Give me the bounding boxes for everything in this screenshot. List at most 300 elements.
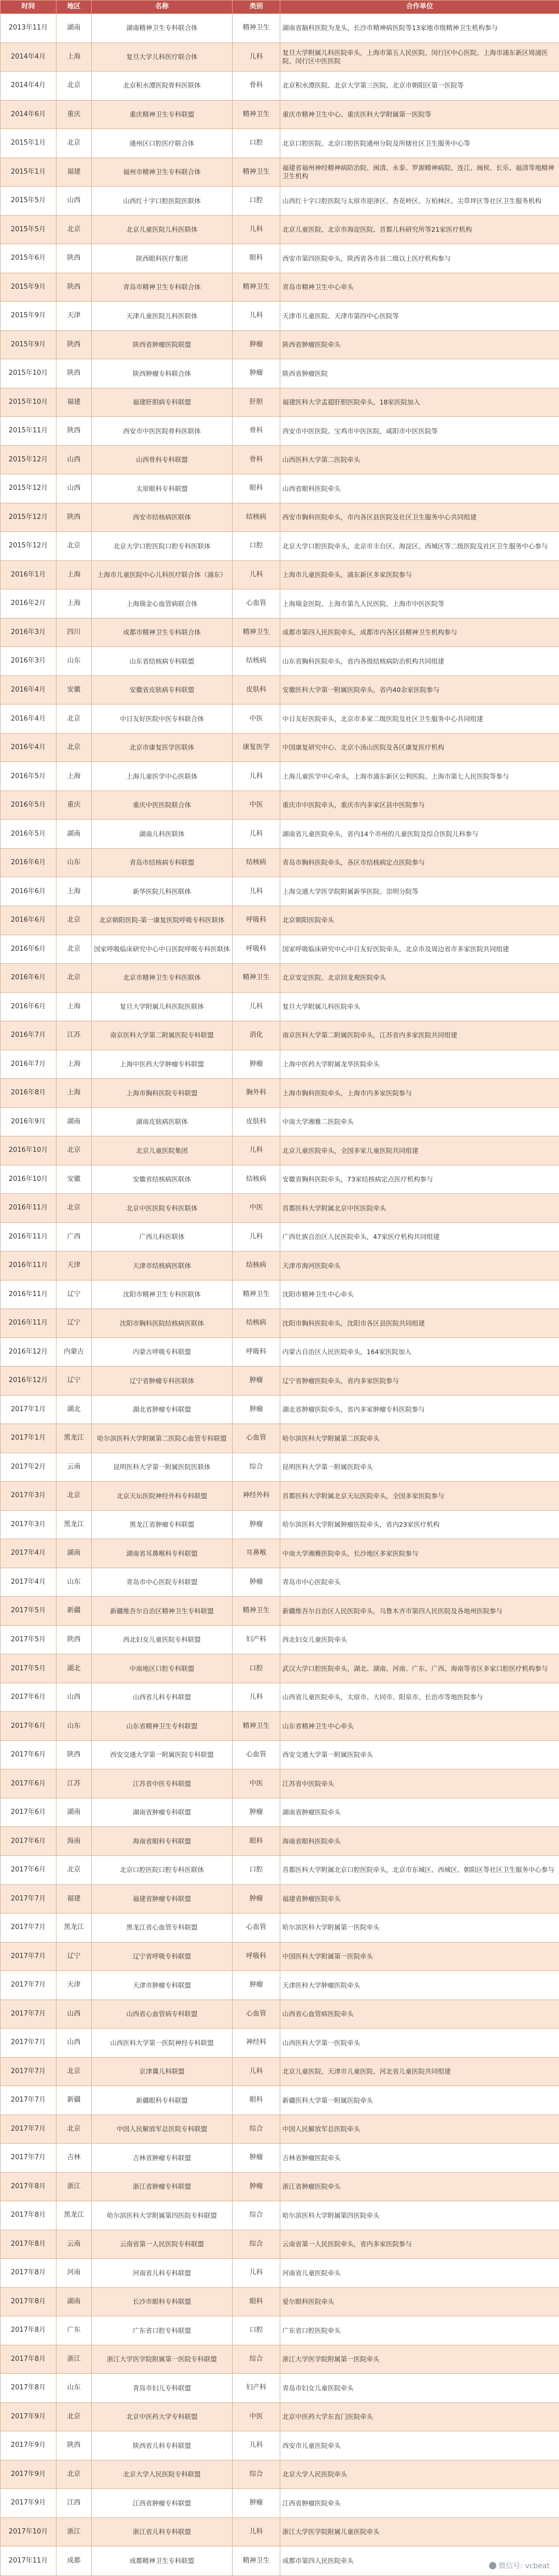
cell-name: 湖南儿科医联体 (92, 820, 233, 849)
cell-partners: 复旦大学附属儿科医院牵头 (280, 992, 559, 1021)
cell-category: 精神卫生 (233, 2546, 280, 2576)
cell-category: 眼科 (233, 474, 280, 503)
table-row (1, 647, 559, 676)
cell-partners: 沈阳市精神卫生中心牵头 (280, 1280, 559, 1309)
cell-name: 西安市结核病医联体 (92, 503, 233, 532)
col-header-date: 时间 (1, 1, 56, 14)
table-row (1, 1021, 559, 1050)
cell-region: 湖北 (56, 1395, 92, 1424)
cell-date: 2016年9月 (1, 1107, 56, 1136)
table-row (1, 1625, 559, 1654)
cell-date: 2017年9月 (1, 2460, 56, 2489)
cell-partners: 江西省肿瘤医院牵头 (280, 2489, 559, 2518)
cell-name: 太原眼科专科联盟 (92, 474, 233, 503)
cell-date: 2015年5月 (1, 215, 56, 244)
cell-name: 北京大学人民医院专科联盟 (92, 2460, 233, 2489)
table-row (1, 2201, 559, 2230)
cell-date: 2016年1月 (1, 560, 56, 589)
cell-partners: 广西壮族自治区人民医院牵头，47家医疗机构共同组建 (280, 1222, 559, 1251)
cell-date: 2017年10月 (1, 2517, 56, 2546)
table-row (1, 43, 559, 72)
cell-date: 2014年4月 (1, 72, 56, 101)
cell-region: 北京 (56, 129, 92, 158)
cell-date: 2017年4月 (1, 1568, 56, 1597)
cell-partners: 北京儿童医院、北京市海淀医院、首都儿科研究所等21家医疗机构 (280, 215, 559, 244)
cell-date: 2017年9月 (1, 2402, 56, 2431)
cell-partners: 湖北省肿瘤医院牵头，省内多家肿瘤专科医院参与 (280, 1395, 559, 1424)
cell-region: 北京 (56, 2460, 92, 2489)
cell-partners: 福建医科大学孟超肝胆医院牵头，18家医院加入 (280, 388, 559, 417)
cell-region: 成都 (56, 2546, 92, 2576)
cell-partners: 山东省精神卫生中心牵头 (280, 1712, 559, 1741)
cell-partners: 北京大学人民医院牵头 (280, 2460, 559, 2489)
cell-name: 西北妇女儿童医院专科联盟 (92, 1625, 233, 1654)
cell-region: 安徽 (56, 675, 92, 705)
cell-category: 儿科 (233, 43, 280, 72)
table-row (1, 1079, 559, 1108)
cell-name: 福建肝胆病专科联盟 (92, 388, 233, 417)
cell-region: 北京 (56, 935, 92, 964)
cell-region: 北京 (56, 2057, 92, 2086)
table-row (1, 1884, 559, 1913)
table-row (1, 1107, 559, 1136)
cell-region: 辽宁 (56, 1367, 92, 1396)
cell-name: 海南省眼科专科联盟 (92, 1827, 233, 1856)
cell-partners: 山西省眼科医院牵头 (280, 474, 559, 503)
cell-date: 2017年9月 (1, 2431, 56, 2460)
col-header-partners: 合作单位 (280, 1, 559, 14)
table-row (1, 14, 559, 43)
cell-name: 北京儿童医院儿科医联体 (92, 215, 233, 244)
table-row (1, 1798, 559, 1827)
cell-partners: 沈阳市胸科医院牵头，沈阳市各区县医院共同组建 (280, 1309, 559, 1338)
cell-region: 陕西 (56, 503, 92, 532)
cell-name: 浙江大学医学院附属第一医院专科联盟 (92, 2345, 233, 2374)
cell-partners: 山西医科大学第一医院牵头 (280, 2029, 559, 2058)
cell-date: 2015年10月 (1, 359, 56, 388)
table-row (1, 2546, 559, 2576)
cell-category: 口腔 (233, 2316, 280, 2345)
cell-name: 新华医院儿科医联体 (92, 877, 233, 906)
table-row (1, 1510, 559, 1539)
cell-partners: 西北妇女儿童医院牵头 (280, 1625, 559, 1654)
cell-category: 口腔 (233, 187, 280, 216)
cell-region: 山东 (56, 1568, 92, 1597)
cell-name: 云南省第一人民医院专科联盟 (92, 2230, 233, 2259)
cell-name: 浙江省肿瘤专科联盟 (92, 2172, 233, 2201)
watermark-text: 微信号: vcbeat (498, 2562, 550, 2570)
cell-region: 上海 (56, 1079, 92, 1108)
table-row (1, 1712, 559, 1741)
cell-date: 2017年6月 (1, 1856, 56, 1885)
cell-date: 2017年7月 (1, 1942, 56, 1971)
table-row (1, 2057, 559, 2086)
table-row (1, 2144, 559, 2173)
cell-region: 广西 (56, 1222, 92, 1251)
cell-partners: 青岛市妇女儿童医院牵头 (280, 2374, 559, 2403)
cell-region: 福建 (56, 1884, 92, 1913)
cell-name: 北京天坛医院神经外科专科联盟 (92, 1482, 233, 1511)
cell-region: 陕西 (56, 2431, 92, 2460)
table-row (1, 1424, 559, 1453)
cell-category: 儿科 (233, 2431, 280, 2460)
table-row (1, 330, 559, 359)
cell-partners: 西安市第四医院牵头，陕西省各市县二级以上医疗机构参与 (280, 244, 559, 273)
cell-date: 2017年2月 (1, 1453, 56, 1482)
cell-date: 2017年5月 (1, 1625, 56, 1654)
cell-region: 黑龙江 (56, 1913, 92, 1942)
cell-partners: 南京医科大学第二附属医院牵头，江苏省内多家医院共同组建 (280, 1021, 559, 1050)
cell-partners: 重庆市中医院牵头，重庆市内多家区县中医院参与 (280, 791, 559, 820)
cell-partners: 河南省儿童医院牵头 (280, 2259, 559, 2288)
cell-date: 2017年8月 (1, 2230, 56, 2259)
cell-date: 2017年1月 (1, 1395, 56, 1424)
cell-name: 中南地区口腔专科联盟 (92, 1654, 233, 1683)
cell-region: 北京 (56, 733, 92, 762)
cell-name: 北京朝阳医院-第一康复医院呼吸专科医联体 (92, 906, 233, 935)
cell-name: 山西红十字口腔医院医联体 (92, 187, 233, 216)
cell-partners: 北京口腔医院、北京口腔医院通州分院及所辖社区卫生服务中心等 (280, 129, 559, 158)
cell-partners: 中南大学湘雅医院牵头，长沙地区多家医院参与 (280, 1539, 559, 1568)
cell-name: 陕西肿瘤专科联合体 (92, 359, 233, 388)
cell-name: 北京中医药大学专科联盟 (92, 2402, 233, 2431)
cell-region: 上海 (56, 43, 92, 72)
table-row (1, 1913, 559, 1942)
cell-category: 中医 (233, 2402, 280, 2431)
cell-region: 北京 (56, 1136, 92, 1165)
cell-partners: 山西省儿童医院牵头，太原市、大同市、阳泉市、长治市等地医院参与 (280, 1683, 559, 1712)
cell-category: 精神卫生 (233, 964, 280, 993)
cell-region: 山西 (56, 2029, 92, 2058)
table-row (1, 2000, 559, 2029)
table-row (1, 964, 559, 993)
cell-partners: 吉林省肿瘤医院牵头 (280, 2144, 559, 2173)
cell-region: 山西 (56, 187, 92, 216)
cell-category: 肿瘤 (233, 1971, 280, 2000)
cell-partners: 湖南省脑科医院为龙头，长沙市精神病医院等13家地市级精神卫生机构参与 (280, 14, 559, 43)
table-row (1, 1280, 559, 1309)
cell-category: 中医 (233, 791, 280, 820)
cell-category: 肿瘤 (233, 1395, 280, 1424)
cell-date: 2017年1月 (1, 1424, 56, 1453)
cell-region: 陕西 (56, 1625, 92, 1654)
cell-name: 山西省儿科专科联盟 (92, 1683, 233, 1712)
cell-date: 2015年9月 (1, 273, 56, 302)
cell-region: 上海 (56, 762, 92, 791)
cell-region: 四川 (56, 618, 92, 647)
cell-name: 北京中医医院专科医联体 (92, 1194, 233, 1223)
cell-partners: 西安交通大学第一附属医院牵头 (280, 1740, 559, 1769)
cell-region: 辽宁 (56, 1280, 92, 1309)
cell-partners: 中国人民解放军总医院牵头 (280, 2115, 559, 2144)
cell-category: 儿科 (233, 302, 280, 331)
watermark (489, 2560, 550, 2571)
cell-region: 山西 (56, 474, 92, 503)
cell-partners: 上海儿童医学中心牵头，上海市浦东新区公利医院、上海市第七人民医院等参与 (280, 762, 559, 791)
cell-date: 2016年11月 (1, 1280, 56, 1309)
table-row (1, 158, 559, 187)
cell-date: 2017年6月 (1, 1712, 56, 1741)
cell-name: 河南省儿科专科联盟 (92, 2259, 233, 2288)
cell-name: 中国人民解放军总医院专科联盟 (92, 2115, 233, 2144)
cell-region: 北京 (56, 964, 92, 993)
cell-date: 2016年7月 (1, 1021, 56, 1050)
cell-name: 成都精神卫生专科联盟 (92, 2546, 233, 2576)
cell-partners: 广东省口腔医院牵头 (280, 2316, 559, 2345)
cell-region: 湖南 (56, 2287, 92, 2316)
cell-date: 2016年11月 (1, 1309, 56, 1338)
cell-region: 江西 (56, 2489, 92, 2518)
cell-partners: 北京积水潭医院、北京大学第三医院、北京市朝阳区第一医院等 (280, 72, 559, 101)
cell-category: 综合 (233, 2345, 280, 2374)
table-row (1, 2230, 559, 2259)
cell-date: 2017年8月 (1, 2201, 56, 2230)
table-row (1, 1309, 559, 1338)
cell-region: 辽宁 (56, 1309, 92, 1338)
cell-region: 山东 (56, 1712, 92, 1741)
cell-region: 陕西 (56, 1740, 92, 1769)
cell-category: 中医 (233, 1194, 280, 1223)
cell-category: 儿科 (233, 2259, 280, 2288)
table-row (1, 100, 559, 129)
cell-name: 安徽省结核病医联体 (92, 1165, 233, 1194)
cell-category: 儿科 (233, 1136, 280, 1165)
table-row (1, 1597, 559, 1626)
cell-category: 妇产科 (233, 2374, 280, 2403)
cell-date: 2016年6月 (1, 935, 56, 964)
table-row (1, 2345, 559, 2374)
cell-region: 云南 (56, 2230, 92, 2259)
cell-date: 2017年8月 (1, 2287, 56, 2316)
cell-name: 山西省心血管病专科联盟 (92, 2000, 233, 2029)
cell-name: 西安市中医医院骨科医联体 (92, 417, 233, 446)
table-row (1, 2517, 559, 2546)
cell-name: 浙江省儿科专科联盟 (92, 2517, 233, 2546)
cell-name: 山西骨科专科联盟 (92, 445, 233, 474)
cell-name: 内蒙古呼吸专科联盟 (92, 1338, 233, 1367)
cell-partners: 中国康复研究中心、北京小汤山医院及各区康复医疗机构 (280, 733, 559, 762)
cell-region: 山西 (56, 2000, 92, 2029)
table-row (1, 1942, 559, 1971)
cell-region: 陕西 (56, 244, 92, 273)
cell-region: 湖北 (56, 1654, 92, 1683)
cell-date: 2017年8月 (1, 2316, 56, 2345)
cell-category: 中医 (233, 705, 280, 734)
cell-name: 重庆精神卫生专科联盟 (92, 100, 233, 129)
cell-region: 内蒙古 (56, 1338, 92, 1367)
table-row (1, 1568, 559, 1597)
cell-region: 江苏 (56, 1021, 92, 1050)
cell-category: 心血管 (233, 589, 280, 618)
cell-date: 2016年6月 (1, 906, 56, 935)
cell-date: 2016年6月 (1, 877, 56, 906)
cell-partners: 北京儿童医院、天津市儿童医院、河北省儿童医院共同组建 (280, 2057, 559, 2086)
table-row (1, 2431, 559, 2460)
cell-partners: 哈尔滨医科大学附属肿瘤医院牵头，省内23家医疗机构 (280, 1510, 559, 1539)
cell-region: 山东 (56, 848, 92, 877)
cell-category: 儿科 (233, 992, 280, 1021)
cell-name: 上海市儿童医院中心儿科医疗联合体（浦东） (92, 560, 233, 589)
cell-date: 2015年11月 (1, 417, 56, 446)
cell-date: 2016年8月 (1, 1079, 56, 1108)
cell-name: 广西儿科医联体 (92, 1222, 233, 1251)
cell-date: 2017年6月 (1, 1769, 56, 1798)
table-row (1, 72, 559, 101)
cell-category: 综合 (233, 2230, 280, 2259)
cell-date: 2013年11月 (1, 14, 56, 43)
cell-date: 2016年2月 (1, 589, 56, 618)
cell-date: 2015年1月 (1, 129, 56, 158)
cell-date: 2014年4月 (1, 43, 56, 72)
cell-partners: 青岛市精神卫生中心牵头 (280, 273, 559, 302)
cell-date: 2017年11月 (1, 2546, 56, 2576)
cell-partners: 哈尔滨医科大学附属第一医院牵头 (280, 1913, 559, 1942)
cell-category: 精神卫生 (233, 618, 280, 647)
cell-region: 上海 (56, 992, 92, 1021)
cell-partners: 福建省福州神经精神病防治院、闽清、永泰、罗源精神病院、连江、闽侯、长乐、福清等地精神卫生机构 (280, 158, 559, 187)
cell-category: 呼吸科 (233, 1338, 280, 1367)
cell-region: 河南 (56, 2259, 92, 2288)
table-row (1, 618, 559, 647)
cell-category: 综合 (233, 2460, 280, 2489)
table-row (1, 445, 559, 474)
cell-date: 2016年4月 (1, 705, 56, 734)
cell-category: 肿瘤 (233, 1568, 280, 1597)
cell-region: 陕西 (56, 359, 92, 388)
cell-partners: 首都医科大学附属北京口腔医院牵头，北京市东城区、西城区、朝阳区等社区卫生服务中心参与 (280, 1856, 559, 1885)
cell-name: 新疆眼科专科联盟 (92, 2086, 233, 2115)
cell-date: 2017年8月 (1, 2259, 56, 2288)
cell-category: 结核病 (233, 848, 280, 877)
cell-region: 北京 (56, 705, 92, 734)
table-row (1, 762, 559, 791)
cell-date: 2017年7月 (1, 1913, 56, 1942)
cell-category: 神经外科 (233, 1482, 280, 1511)
cell-date: 2017年6月 (1, 1798, 56, 1827)
cell-date: 2015年12月 (1, 445, 56, 474)
table-row (1, 791, 559, 820)
cell-name: 黑龙江省肿瘤专科联盟 (92, 1510, 233, 1539)
table-row (1, 1222, 559, 1251)
cell-name: 北京市精神卫生专科医联体 (92, 964, 233, 993)
table-row (1, 675, 559, 705)
cell-partners: 北京中医药大学东直门医院牵头 (280, 2402, 559, 2431)
table-row (1, 2460, 559, 2489)
cell-region: 湖南 (56, 1539, 92, 1568)
cell-partners: 首都医科大学附属北京天坛医院牵头，全国多家医院参与 (280, 1482, 559, 1511)
cell-partners: 天津市儿童医院、天津市第四中心医院等 (280, 302, 559, 331)
cell-partners: 中日友好医院牵头，北京市多家二级医院及社区卫生服务中心共同组建 (280, 705, 559, 734)
cell-category: 眼科 (233, 1827, 280, 1856)
cell-partners: 国家呼吸临床研究中心中日友好医院牵头，北京市及周边省市多家医院共同组建 (280, 935, 559, 964)
cell-partners: 青岛市中心医院牵头 (280, 1568, 559, 1597)
table-row (1, 2172, 559, 2201)
table-row (1, 992, 559, 1021)
cell-category: 中医 (233, 1769, 280, 1798)
cell-date: 2016年5月 (1, 762, 56, 791)
cell-category: 肿瘤 (233, 2172, 280, 2201)
cell-name: 山东省结核病专科联盟 (92, 647, 233, 676)
table-row (1, 1338, 559, 1367)
table-row (1, 2086, 559, 2115)
table-row (1, 474, 559, 503)
cell-date: 2017年5月 (1, 1654, 56, 1683)
table-row (1, 1539, 559, 1568)
cell-region: 浙江 (56, 2172, 92, 2201)
cell-partners: 成都市第四人民医院牵头 (280, 2546, 559, 2576)
cell-partners: 浙江大学医学院附属第一医院牵头 (280, 2345, 559, 2374)
cell-category: 呼吸科 (233, 906, 280, 935)
cell-category: 儿科 (233, 877, 280, 906)
cell-region: 北京 (56, 1856, 92, 1885)
cell-category: 骨科 (233, 445, 280, 474)
cell-date: 2017年7月 (1, 1884, 56, 1913)
cell-date: 2017年6月 (1, 1683, 56, 1712)
cell-date: 2015年12月 (1, 474, 56, 503)
cell-category: 口腔 (233, 1654, 280, 1683)
cell-date: 2015年1月 (1, 158, 56, 187)
table-row (1, 1453, 559, 1482)
cell-partners: 山西省心血管病医院牵头 (280, 2000, 559, 2029)
table-body (1, 14, 559, 2576)
cell-name: 安徽省皮肤病专科联盟 (92, 675, 233, 705)
cell-partners: 北京朝阳医院牵头 (280, 906, 559, 935)
cell-category: 结核病 (233, 503, 280, 532)
cell-date: 2017年8月 (1, 2374, 56, 2403)
cell-partners: 上海交通大学医学院附属新华医院、崇明分院等 (280, 877, 559, 906)
cell-region: 北京 (56, 1194, 92, 1223)
table-row (1, 1769, 559, 1798)
cell-partners: 山西红十字口腔医院与太原市迎泽区、杏花岭区、万柏林区、尖草坪区等社区卫生服务机构 (280, 187, 559, 216)
cell-category: 康复医学 (233, 733, 280, 762)
cell-category: 结核病 (233, 647, 280, 676)
table-row (1, 1367, 559, 1396)
cell-region: 浙江 (56, 2517, 92, 2546)
cell-category: 肿瘤 (233, 1798, 280, 1827)
cell-region: 山东 (56, 2374, 92, 2403)
cell-region: 天津 (56, 1251, 92, 1280)
cell-name: 沈阳市胸科医院结核病医联体 (92, 1309, 233, 1338)
cell-name: 中日友好医院中医专科联合体 (92, 705, 233, 734)
cell-region: 湖南 (56, 14, 92, 43)
cell-date: 2017年3月 (1, 1482, 56, 1511)
cell-name: 北京积水潭医院骨科医联体 (92, 72, 233, 101)
cell-category: 呼吸科 (233, 935, 280, 964)
cell-name: 江西省肿瘤专科联盟 (92, 2489, 233, 2518)
cell-name: 沈阳市精神卫生专科医联体 (92, 1280, 233, 1309)
cell-category: 肝胆 (233, 388, 280, 417)
cell-region: 江苏 (56, 1769, 92, 1798)
table-row (1, 733, 559, 762)
cell-date: 2017年7月 (1, 2057, 56, 2086)
cell-category: 口腔 (233, 129, 280, 158)
cell-name: 上海瑞金心血管病联合体 (92, 589, 233, 618)
cell-date: 2014年6月 (1, 100, 56, 129)
table-row (1, 589, 559, 618)
cell-name: 陕西眼科医疗集团 (92, 244, 233, 273)
table-row (1, 2259, 559, 2288)
cell-date: 2016年11月 (1, 1194, 56, 1223)
cell-partners: 江苏省中医院牵头 (280, 1769, 559, 1798)
cell-date: 2017年5月 (1, 1597, 56, 1626)
cell-name: 北京大学口腔医院口腔专科医联体 (92, 532, 233, 561)
cell-category: 胸外科 (233, 1079, 280, 1108)
cell-date: 2017年8月 (1, 2172, 56, 2201)
cell-name: 湖北省肿瘤专科联盟 (92, 1395, 233, 1424)
cell-partners: 首都医科大学附属北京中医医院牵头 (280, 1194, 559, 1223)
cell-date: 2015年9月 (1, 330, 56, 359)
cell-partners: 北京大学口腔医院牵头，北京市丰台区、海淀区、西城区等二级医院及社区卫生服务中心参与 (280, 532, 559, 561)
